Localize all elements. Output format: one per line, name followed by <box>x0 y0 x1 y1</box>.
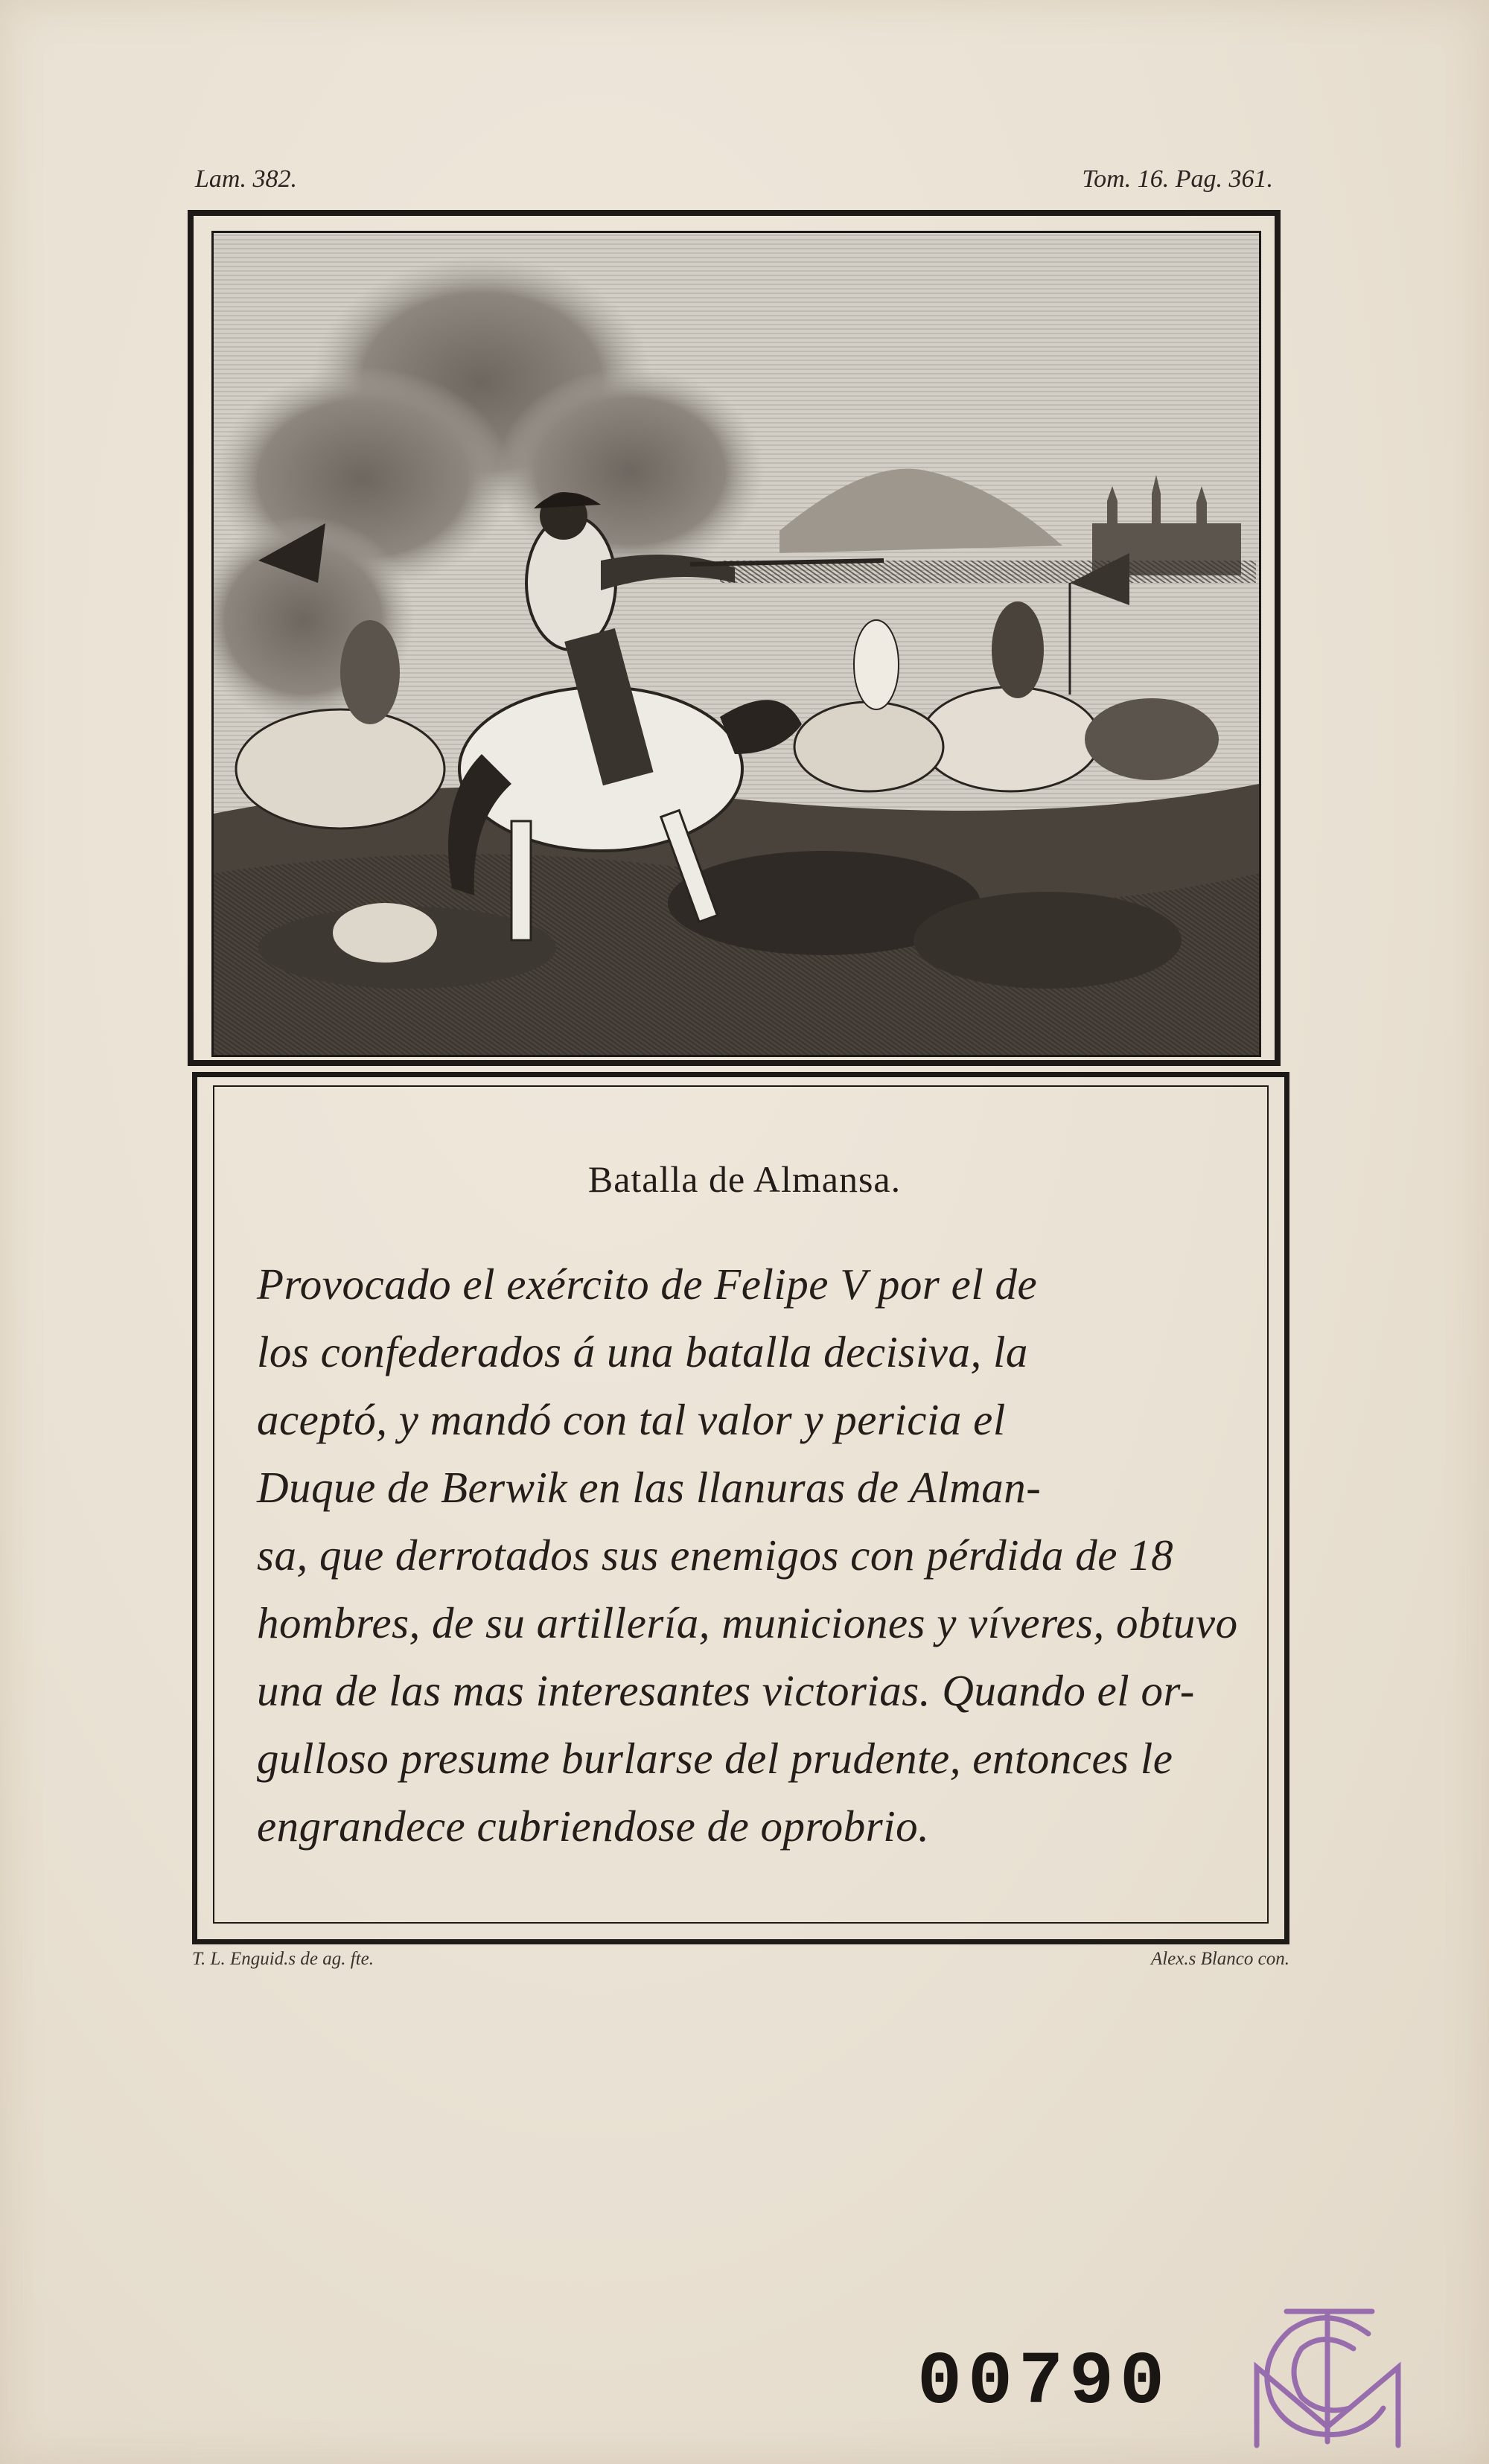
volume-page-reference: Tom. 16. Pag. 361. <box>1082 165 1273 193</box>
battle-engraving <box>211 231 1261 1057</box>
caption-line: sa, que derrotados sus enemigos con pérdida de 18 <box>257 1531 1174 1580</box>
caption-title: Batalla de Almansa. <box>587 1158 902 1200</box>
caption-body <box>257 1251 1238 1860</box>
plate-number: Lam. 382. <box>195 165 297 193</box>
caption-line: engrandece cubriendose de oprobrio. <box>257 1801 930 1851</box>
caption-line: aceptó, y mandó con tal valor y pericia el <box>257 1395 1006 1444</box>
caption-line: una de las mas interesantes victorias. Quando el or- <box>257 1666 1195 1715</box>
caption-line: gulloso presume burlarse del prudente, entonces le <box>257 1734 1173 1783</box>
caption-line: hombres, de su artillería, municiones y víveres, obtuvo <box>257 1598 1238 1647</box>
battle-scene-icon <box>214 233 1259 1055</box>
caption-line: los confederados á una batalla decisiva, la <box>257 1327 1028 1376</box>
caption-line: Duque de Berwik en las llanuras de Alman- <box>257 1463 1042 1512</box>
collection-stamp-icon <box>1242 2297 1413 2453</box>
inventory-number: 00790 <box>917 2341 1171 2425</box>
caption-line: Provocado el exército de Felipe V por el de <box>257 1260 1038 1309</box>
engraver-credit: T. L. Enguid.s de ag. fte. <box>192 1949 374 1969</box>
designer-credit: Alex.s Blanco con. <box>1150 1949 1289 1969</box>
